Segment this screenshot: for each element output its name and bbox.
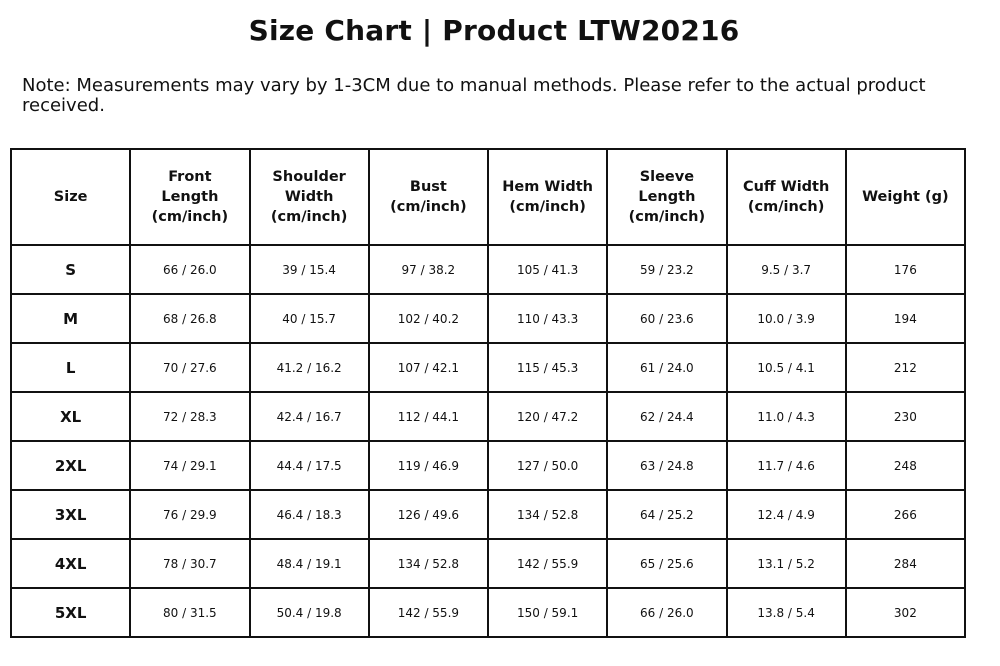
front-length-cell: 78 / 30.7	[130, 539, 249, 588]
front-length-cell: 68 / 26.8	[130, 294, 249, 343]
header-weight: Weight (g)	[846, 149, 965, 245]
weight-cell: 266	[846, 490, 965, 539]
header-cuff-width: Cuff Width (cm/inch)	[727, 149, 846, 245]
cuff-width-cell: 9.5 / 3.7	[727, 245, 846, 294]
hem-width-cell: 105 / 41.3	[488, 245, 607, 294]
bust-cell: 102 / 40.2	[369, 294, 488, 343]
size-cell: S	[11, 245, 130, 294]
weight-cell: 230	[846, 392, 965, 441]
header-shoulder-width: Shoulder Width (cm/inch)	[250, 149, 369, 245]
front-length-cell: 74 / 29.1	[130, 441, 249, 490]
weight-cell: 284	[846, 539, 965, 588]
sleeve-length-cell: 59 / 23.2	[607, 245, 726, 294]
table-row	[11, 441, 965, 490]
table-row	[11, 539, 965, 588]
weight-cell: 248	[846, 441, 965, 490]
sleeve-length-cell: 66 / 26.0	[607, 588, 726, 637]
header-sleeve-length: Sleeve Length (cm/inch)	[607, 149, 726, 245]
hem-width-cell: 142 / 55.9	[488, 539, 607, 588]
front-length-cell: 66 / 26.0	[130, 245, 249, 294]
table-row	[11, 588, 965, 637]
page-title: Size Chart | Product LTW20216	[248, 14, 740, 47]
bust-cell: 97 / 38.2	[369, 245, 488, 294]
table-row	[11, 294, 965, 343]
size-cell: L	[11, 343, 130, 392]
header-hem-width: Hem Width (cm/inch)	[488, 149, 607, 245]
bust-cell: 112 / 44.1	[369, 392, 488, 441]
hem-width-cell: 115 / 45.3	[488, 343, 607, 392]
bust-cell: 119 / 46.9	[369, 441, 488, 490]
hem-width-cell: 150 / 59.1	[488, 588, 607, 637]
header-size: Size	[11, 149, 130, 245]
shoulder-width-cell: 50.4 / 19.8	[250, 588, 369, 637]
bust-cell: 126 / 49.6	[369, 490, 488, 539]
size-cell: 3XL	[11, 490, 130, 539]
hem-width-cell: 120 / 47.2	[488, 392, 607, 441]
bust-cell: 142 / 55.9	[369, 588, 488, 637]
front-length-cell: 80 / 31.5	[130, 588, 249, 637]
cuff-width-cell: 11.7 / 4.6	[727, 441, 846, 490]
header-bust: Bust (cm/inch)	[369, 149, 488, 245]
shoulder-width-cell: 42.4 / 16.7	[250, 392, 369, 441]
shoulder-width-cell: 48.4 / 19.1	[250, 539, 369, 588]
size-chart-table	[10, 148, 966, 638]
shoulder-width-cell: 40 / 15.7	[250, 294, 369, 343]
table-header-row	[11, 149, 965, 245]
sleeve-length-cell: 61 / 24.0	[607, 343, 726, 392]
table-row	[11, 392, 965, 441]
weight-cell: 176	[846, 245, 965, 294]
bust-cell: 134 / 52.8	[369, 539, 488, 588]
sleeve-length-cell: 62 / 24.4	[607, 392, 726, 441]
hem-width-cell: 110 / 43.3	[488, 294, 607, 343]
size-cell: 5XL	[11, 588, 130, 637]
measurement-note: Note: Measurements may vary by 1-3CM due to manual methods. Please refer to the actual product received.	[22, 75, 926, 116]
size-cell: M	[11, 294, 130, 343]
table-row	[11, 343, 965, 392]
weight-cell: 302	[846, 588, 965, 637]
sleeve-length-cell: 64 / 25.2	[607, 490, 726, 539]
cuff-width-cell: 10.0 / 3.9	[727, 294, 846, 343]
cuff-width-cell: 11.0 / 4.3	[727, 392, 846, 441]
bust-cell: 107 / 42.1	[369, 343, 488, 392]
front-length-cell: 76 / 29.9	[130, 490, 249, 539]
front-length-cell: 72 / 28.3	[130, 392, 249, 441]
cuff-width-cell: 13.8 / 5.4	[727, 588, 846, 637]
shoulder-width-cell: 44.4 / 17.5	[250, 441, 369, 490]
sleeve-length-cell: 60 / 23.6	[607, 294, 726, 343]
sleeve-length-cell: 65 / 25.6	[607, 539, 726, 588]
weight-cell: 194	[846, 294, 965, 343]
shoulder-width-cell: 46.4 / 18.3	[250, 490, 369, 539]
size-cell: XL	[11, 392, 130, 441]
shoulder-width-cell: 41.2 / 16.2	[250, 343, 369, 392]
header-front-length: Front Length (cm/inch)	[130, 149, 249, 245]
weight-cell: 212	[846, 343, 965, 392]
cuff-width-cell: 12.4 / 4.9	[727, 490, 846, 539]
sleeve-length-cell: 63 / 24.8	[607, 441, 726, 490]
size-cell: 2XL	[11, 441, 130, 490]
hem-width-cell: 127 / 50.0	[488, 441, 607, 490]
shoulder-width-cell: 39 / 15.4	[250, 245, 369, 294]
cuff-width-cell: 13.1 / 5.2	[727, 539, 846, 588]
hem-width-cell: 134 / 52.8	[488, 490, 607, 539]
table-row	[11, 245, 965, 294]
front-length-cell: 70 / 27.6	[130, 343, 249, 392]
table-row	[11, 490, 965, 539]
cuff-width-cell: 10.5 / 4.1	[727, 343, 846, 392]
size-cell: 4XL	[11, 539, 130, 588]
